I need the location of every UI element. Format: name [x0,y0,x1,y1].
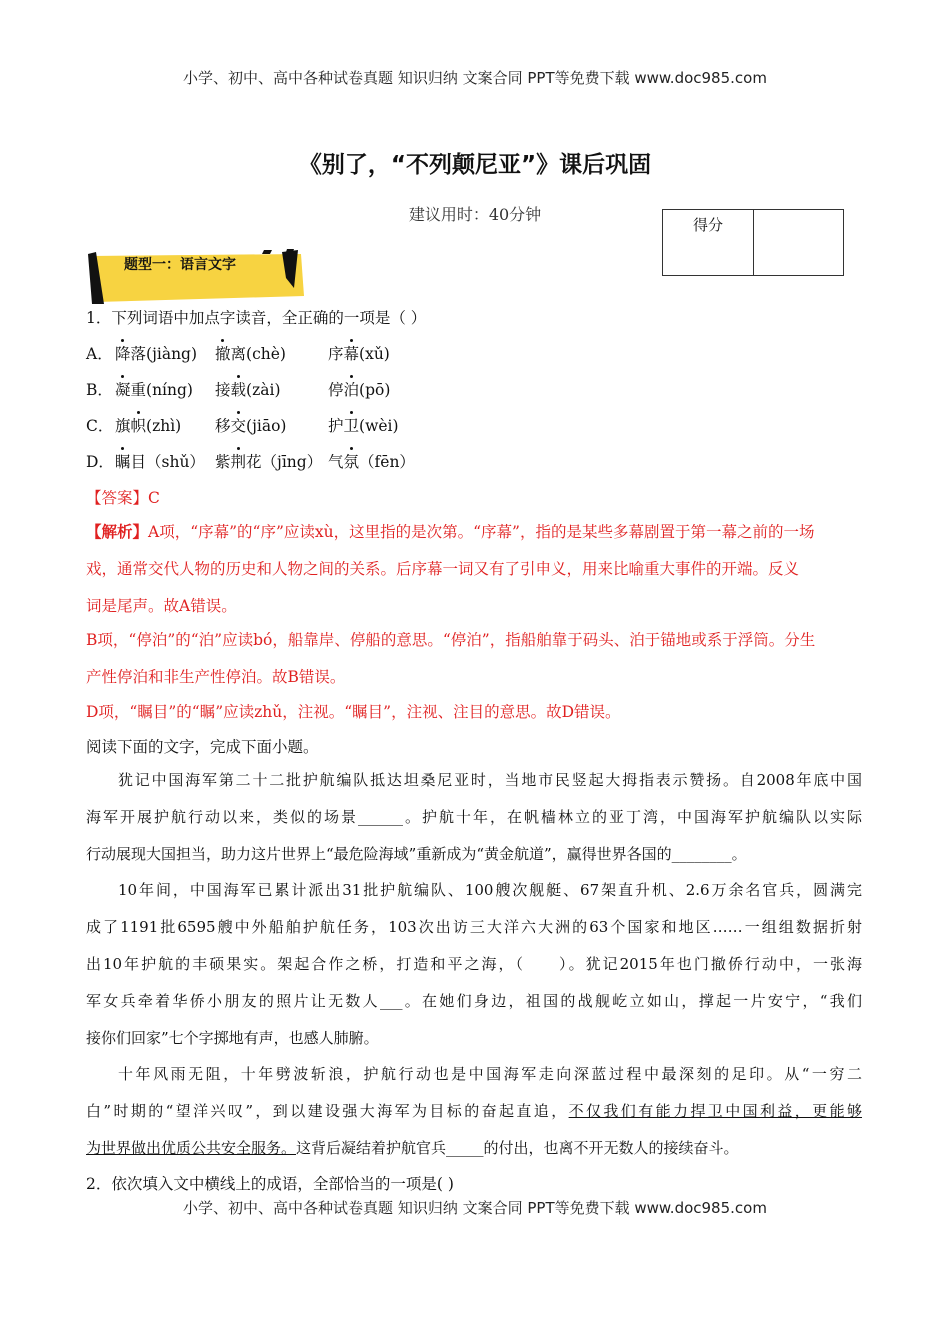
option-word [328,414,399,436]
q1-stem: 1．下列词语中加点字读音，全正确的一项是（ ） [86,309,427,327]
word-part: 旗 [115,417,131,435]
word-part: 停 [328,381,344,399]
dotted-char: 降 [115,342,131,364]
page-header: 小学、初中、高中各种试卷真题 知识归纳 文案合同 PPT等免费下载 www.doc985.com [183,69,767,87]
analysis-line-6: D项，“瞩目”的“瞩”应读zhǔ，注视。“瞩目”，注视、注目的意思。故D错误。 [86,703,621,721]
dotted-char: 凝 [115,378,131,400]
passage-p2-line-3: 出10年护航的丰硕果实。架起合作之桥，打造和平之海，（ ）。犹记2015年也门撤侨行动中，一张海 [86,955,862,973]
option-word [115,378,193,400]
suggested-time: 建议用时：40分钟 [408,205,542,224]
dotted-char: 氛 [344,450,360,472]
answer-tag: 【答案】 [86,489,149,507]
dotted-char: 荆 [231,450,247,472]
option-word [215,342,286,364]
word-part: 紫 [215,453,231,471]
dotted-char: 帜 [131,414,147,436]
passage-text: 这背后凝结着护航官兵_____的付出，也离不开无数人的接续奋斗。 [296,1139,739,1157]
passage-p1-line-3: 行动展现大国担当，助力这片世界上“最危险海域”重新成为“黄金航道”，赢得世界各国的________。 [86,845,747,863]
option-word [215,378,281,400]
option-word [115,450,205,472]
option-word [328,378,390,400]
passage-text: 白”时期的“望洋兴叹”，到以建设强大海军为目标的奋起直追， [86,1102,569,1120]
section-banner [86,248,308,304]
dotted-char: 泊 [344,378,360,400]
word-part: （fēn） [359,453,415,471]
word-part: 护 [328,417,344,435]
passage-p1-line-2: 海军开展护航行动以来，类似的场景______。护航十年，在帆樯林立的亚丁湾，中国海军护航编队以实际 [86,808,862,826]
analysis-line-1 [86,520,814,542]
passage-p2-line-5: 接你们回家”七个字掷地有声，也感人肺腑。 [86,1029,379,1047]
passage-p3-line-1: 十年风雨无阻，十年劈波斩浪，护航行动也是中国海军走向深蓝过程中最深刻的足印。从“一穷二 [118,1065,862,1083]
passage-p3-line-3 [86,1130,862,1167]
analysis-text: A项，“序幕”的“序”应读xù，这里指的是次第。“序幕”，指的是某些多幕剧置于第一幕之前的一场 [148,523,815,541]
dotted-char: 交 [231,414,247,436]
option-label: A． [86,345,113,363]
option-word [115,342,197,364]
word-part: 落(jiàng) [130,345,198,363]
q2-stem: 2．依次填入文中横线上的成语，全部恰当的一项是( ) [86,1175,454,1193]
word-part: 花（jīng） [246,453,323,471]
underlined-sentence: 不仅我们有能力捍卫中国利益，更能够 [568,1102,862,1120]
passage-p2-line-1: 10年间，中国海军已累计派出31批护航编队、100艘次舰艇、67架直升机、2.6万余名官兵，圆满完 [118,881,862,899]
option-word [328,342,390,364]
option-word [215,414,286,436]
passage-p2-line-2: 成了1191批6595艘中外船舶护航任务，103次出访三大洋六大洲的63个国家和地区……一组组数据折射 [86,918,862,936]
dotted-char: 撤 [215,342,231,364]
option-word [328,450,415,472]
word-part: (pō) [359,381,391,399]
analysis-tag: 【解析】 [86,522,149,541]
answer-value: C [148,489,160,507]
word-part: (jiāo) [246,417,287,435]
option-label: C． [86,417,114,435]
option-label: D． [86,453,114,471]
analysis-line-2: 戏，通常交代人物的历史和人物之间的关系。后序幕一词又有了引申义，用来比喻重大事件的开端。反义 [86,560,800,578]
analysis-line-5: 产性停泊和非生产性停泊。故B错误。 [86,668,346,686]
page-footer: 小学、初中、高中各种试卷真题 知识归纳 文案合同 PPT等免费下载 www.doc985.com [183,1199,767,1217]
word-part: 序 [328,345,344,363]
word-part: 离(chè) [230,345,286,363]
option-word [215,450,322,472]
option-word [115,414,181,436]
word-part: (zài) [246,381,281,399]
passage-p2-line-4: 军女兵牵着华侨小朋友的照片让无数人___。在她们身边，祖国的战舰屹立如山，撑起一片安宁，“我们 [86,992,862,1010]
dotted-char: 幕 [344,342,360,364]
page-title: 《别了，“不列颠尼亚”》课后巩固 [298,152,652,178]
analysis-line-3: 词是尾声。故A错误。 [86,597,237,615]
word-part: (wèi) [359,417,399,435]
word-part: 移 [215,417,231,435]
option-label: B． [86,381,113,399]
word-part: 接 [215,381,231,399]
answer-line [86,486,160,508]
score-box [662,209,844,276]
word-part: 气 [328,453,344,471]
dotted-char: 卫 [344,414,360,436]
word-part: 重(níng) [130,381,193,399]
word-part: (xǔ) [359,345,390,363]
analysis-line-4: B项，“停泊”的“泊”应读bó，船靠岸、停船的意思。“停泊”，指船舶靠于码头、泊于锚地或系于浮筒。分生 [86,631,816,649]
dotted-char: 瞩 [115,450,131,472]
word-part: 目（shǔ） [130,453,205,471]
reading-intro: 阅读下面的文字，完成下面小题。 [86,738,319,756]
passage-p3-line-2 [86,1093,862,1130]
underlined-sentence-end: 为世界做出优质公共安全服务。 [86,1139,297,1157]
section-label: 题型一：语言文字 [124,257,236,273]
dotted-char: 载 [231,378,247,400]
score-label: 得分 [692,216,723,234]
passage-p1-line-1: 犹记中国海军第二十二批护航编队抵达坦桑尼亚时，当地市民竖起大拇指表示赞扬。自2008年底中国 [118,771,862,789]
word-part: (zhì) [146,417,182,435]
